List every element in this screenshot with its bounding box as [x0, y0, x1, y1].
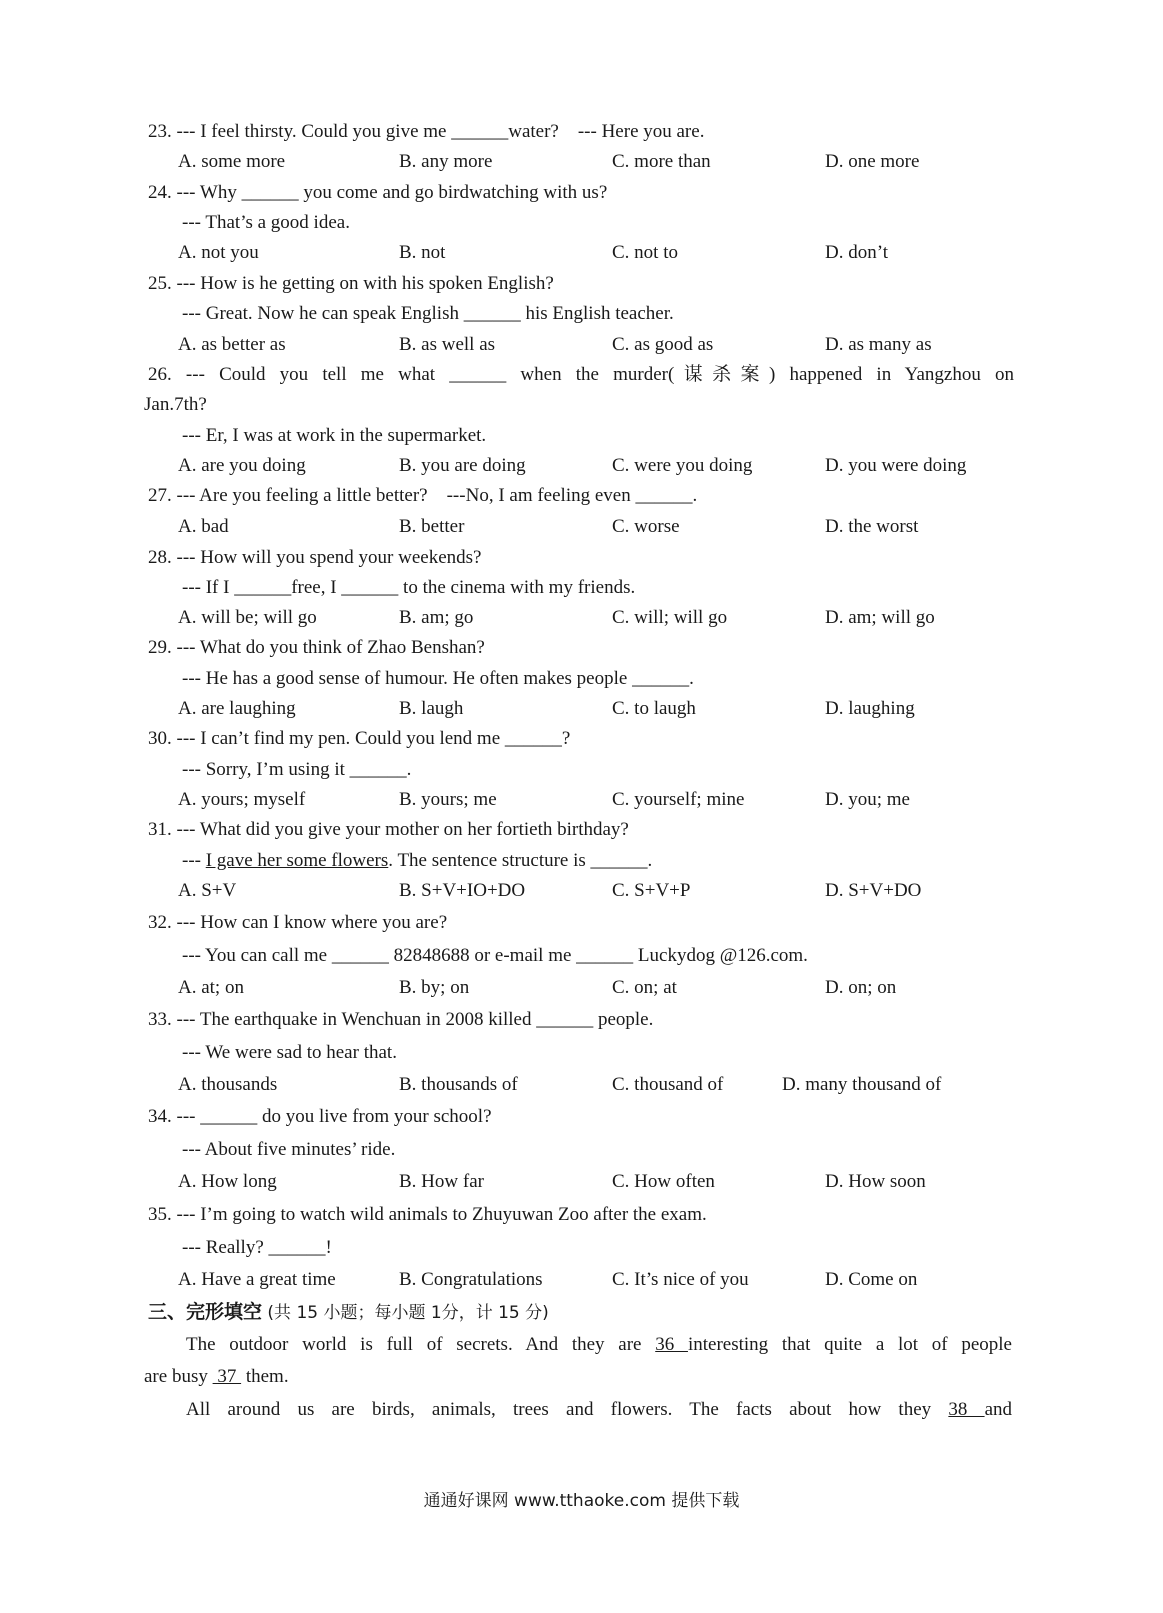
- q27-option-c: C. worse: [612, 516, 680, 537]
- question-32-stem: 32. --- How can I know where you are?: [148, 912, 448, 933]
- question-30-reply: --- Sorry, I’m using it ______.: [182, 759, 412, 780]
- blank-36: 36: [655, 1334, 688, 1355]
- question-25-reply: --- Great. Now he can speak English ______ his English teacher.: [182, 303, 674, 324]
- section-heading: 三、完形填空 (共 15 小题；每小题 1分，计 15 分): [148, 1301, 549, 1323]
- question-33-stem: 33. --- The earthquake in Wenchuan in 2008 killed ______ people.: [148, 1009, 654, 1030]
- underlined-sentence: I gave her some flowers: [205, 850, 389, 871]
- question-29-reply: --- He has a good sense of humour. He often makes people ______.: [182, 668, 694, 689]
- q27-option-d: D. the worst: [825, 516, 919, 537]
- q35-option-c: C. It’s nice of you: [612, 1269, 749, 1290]
- q24-option-d: D. don’t: [825, 242, 888, 263]
- q28-option-d: D. am; will go: [825, 607, 935, 628]
- blank-37: 37: [212, 1366, 242, 1387]
- question-23-stem: 23. --- I feel thirsty. Could you give me ______water? --- Here you are.: [148, 121, 705, 142]
- q33-option-c: C. thousand of: [612, 1074, 724, 1095]
- question-32-reply: --- You can call me ______ 82848688 or e-mail me ______ Luckydog @126.com.: [182, 945, 808, 966]
- q23-option-a: A. some more: [178, 151, 286, 172]
- blank-38: 38: [948, 1399, 985, 1420]
- question-31-stem: 31. --- What did you give your mother on her fortieth birthday?: [148, 819, 629, 840]
- q25-option-c: C. as good as: [612, 334, 714, 355]
- q26-option-d: D. you were doing: [825, 455, 967, 476]
- question-26-stem-cont: Jan.7th?: [144, 394, 207, 415]
- q25-option-d: D. as many as: [825, 334, 932, 355]
- q32-option-b: B. by; on: [399, 977, 470, 998]
- q32-option-d: D. on; on: [825, 977, 897, 998]
- question-26-reply: --- Er, I was at work in the supermarket.: [182, 425, 487, 446]
- q31-option-c: C. S+V+P: [612, 880, 691, 901]
- q23-option-b: B. any more: [399, 151, 493, 172]
- passage-line-2: are busy 37 them.: [144, 1366, 289, 1387]
- q31-option-a: A. S+V: [178, 880, 237, 901]
- question-34-reply: --- About five minutes’ ride.: [182, 1139, 396, 1160]
- q31-option-d: D. S+V+DO: [825, 880, 922, 901]
- q30-option-a: A. yours; myself: [178, 789, 306, 810]
- q28-option-a: A. will be; will go: [178, 607, 317, 628]
- question-28-reply: --- If I ______free, I ______ to the cinema with my friends.: [182, 577, 636, 598]
- question-27-stem: 27. --- Are you feeling a little better? ---No, I am feeling even ______.: [148, 485, 698, 506]
- q33-option-d: D. many thousand of: [782, 1074, 942, 1095]
- q24-option-b: B. not: [399, 242, 446, 263]
- q32-option-c: C. on; at: [612, 977, 677, 998]
- q23-option-c: C. more than: [612, 151, 711, 172]
- q27-option-b: B. better: [399, 516, 465, 537]
- q35-option-d: D. Come on: [825, 1269, 918, 1290]
- page-footer: 通通好课网 www.tthaoke.com 提供下载: [423, 1491, 740, 1511]
- question-33-reply: --- We were sad to hear that.: [182, 1042, 397, 1063]
- q30-option-d: D. you; me: [825, 789, 910, 810]
- q30-option-c: C. yourself; mine: [612, 789, 745, 810]
- passage-line-3: All around us are birds, animals, trees and flowers. The facts about how they 38 and: [186, 1399, 1013, 1420]
- question-31-reply: --- I gave her some flowers. The sentence structure is ______.: [182, 850, 653, 871]
- q24-option-c: C. not to: [612, 242, 678, 263]
- q25-option-a: A. as better as: [178, 334, 286, 355]
- question-24-reply: --- That’s a good idea.: [182, 212, 350, 233]
- q29-option-b: B. laugh: [399, 698, 464, 719]
- q26-option-a: A. are you doing: [178, 455, 306, 476]
- question-26-stem: 26. --- Could you tell me what ______ when the murder(谋杀案) happened in Yangzhou on: [148, 364, 1015, 385]
- question-28-stem: 28. --- How will you spend your weekends?: [148, 547, 482, 568]
- question-25-stem: 25. --- How is he getting on with his spoken English?: [148, 273, 554, 294]
- q23-option-d: D. one more: [825, 151, 920, 172]
- q27-option-a: A. bad: [178, 516, 229, 537]
- question-24-stem: 24. --- Why ______ you come and go birdwatching with us?: [148, 182, 608, 203]
- q34-option-c: C. How often: [612, 1171, 715, 1192]
- q28-option-c: C. will; will go: [612, 607, 728, 628]
- q26-option-c: C. were you doing: [612, 455, 753, 476]
- question-29-stem: 29. --- What do you think of Zhao Benshan?: [148, 637, 485, 658]
- q25-option-b: B. as well as: [399, 334, 496, 355]
- q35-option-a: A. Have a great time: [178, 1269, 336, 1290]
- q31-option-b: B. S+V+IO+DO: [399, 880, 526, 901]
- q33-option-a: A. thousands: [178, 1074, 278, 1095]
- q34-option-a: A. How long: [178, 1171, 277, 1192]
- q30-option-b: B. yours; me: [399, 789, 497, 810]
- question-30-stem: 30. --- I can’t find my pen. Could you lend me ______?: [148, 728, 571, 749]
- question-34-stem: 34. --- ______ do you live from your school?: [148, 1106, 492, 1127]
- passage-line-1: The outdoor world is full of secrets. And they are 36 interesting that quite a lot of people: [186, 1334, 1012, 1355]
- q34-option-b: B. How far: [399, 1171, 484, 1192]
- q28-option-b: B. am; go: [399, 607, 474, 628]
- question-35-reply: --- Really? ______!: [182, 1237, 332, 1258]
- q34-option-d: D. How soon: [825, 1171, 926, 1192]
- q33-option-b: B. thousands of: [399, 1074, 518, 1095]
- q26-option-b: B. you are doing: [399, 455, 526, 476]
- q29-option-a: A. are laughing: [178, 698, 296, 719]
- q29-option-d: D. laughing: [825, 698, 915, 719]
- q24-option-a: A. not you: [178, 242, 259, 263]
- question-35-stem: 35. --- I’m going to watch wild animals to Zhuyuwan Zoo after the exam.: [148, 1204, 707, 1225]
- q32-option-a: A. at; on: [178, 977, 244, 998]
- q35-option-b: B. Congratulations: [399, 1269, 543, 1290]
- q29-option-c: C. to laugh: [612, 698, 696, 719]
